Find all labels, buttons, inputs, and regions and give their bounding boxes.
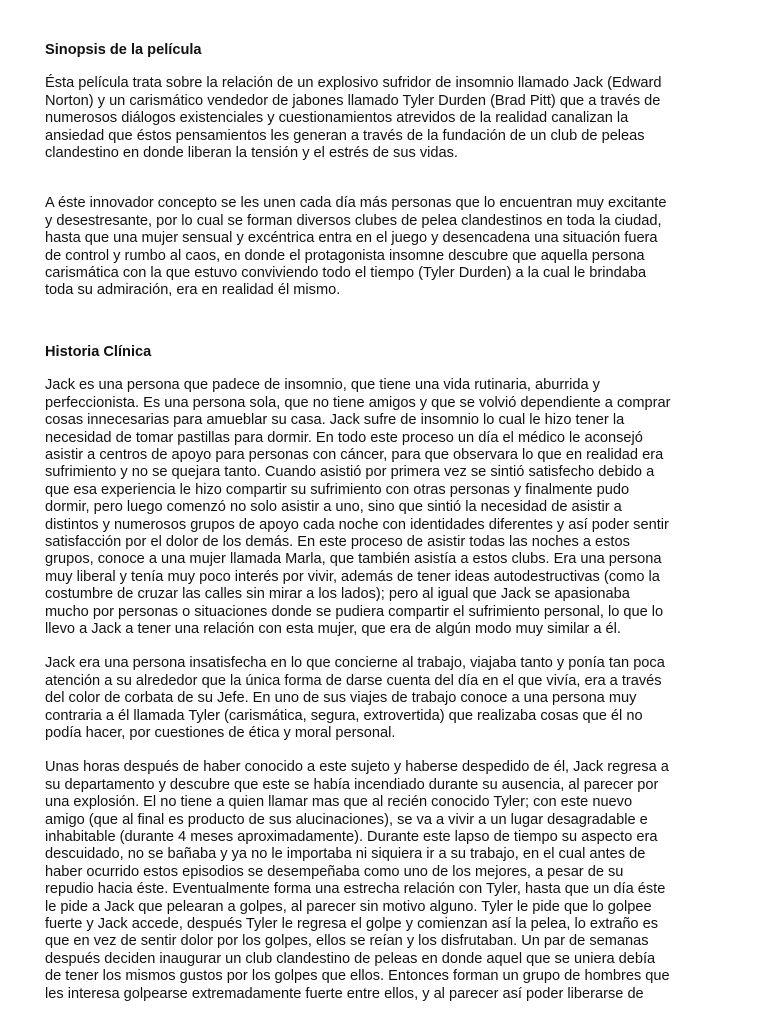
historia-paragraph-3: Unas horas después de haber conocido a este sujeto y haberse despedido de él, Jack regresa a su departamento y descubre que este se había incendiado durante su ausencia, al parecer por una explosión. El no tiene a quien llamar mas que al recién conocido Tyler; con este nuevo amigo (que al final es producto de sus alucinaciones), se va a vivir a un lugar desagradable e inhabitable (durante 4 meses aproximadamente). Durante este lapso de tiempo su aspecto era descuidado, no se bañaba y ya no le importaba ni siquiera ir a su trabajo, en el cual antes de haber ocurrido estos episodios se desempeñaba como uno de los mejores, a pesar de su repudio hacia éste. Eventualmente forma una estrecha relación con Tyler, hasta que un día éste le pide a Jack que pelearan a golpes, al parecer sin motivo alguno. Tyler le pide que lo golpee fuerte y Jack accede, después Tyler le regresa el golpe y comienzan así la pelea, lo extraño es que en vez de sentir dolor por los golpes, ellos se reían y los disfrutaban. Un par de semanas después deciden inaugurar un club clandestino de peleas en donde aquel que se uniera debía de tener los mismos gustos por los golpes que ellos. Entonces forman un grupo de hombres que les interesa golpearse extremadamente fuerte entre ellos, y al parecer así poder liberarse de: [45, 759, 670, 1002]
document-page: [45, 42, 725, 1003]
spacer: [45, 742, 725, 759]
spacer: [45, 361, 725, 377]
spacer: [45, 59, 725, 75]
spacer: [45, 162, 725, 195]
spacer: [45, 300, 725, 344]
sinopsis-paragraph-1: Ésta película trata sobre la relación de un explosivo sufridor de insomnio llamado Jack (Edward Norton) y un carismático vendedor de jabones llamado Tyler Durden (Brad Pitt) que a través de numerosos diálogos existenciales y cuestionamientos atrevidos de la realidad canalizan la ansiedad que éstos pensamientos les generan a través de la fundación de un club de peleas clandestino en donde liberan la tensión y el estrés de sus vidas.: [45, 75, 662, 162]
historia-paragraph-1: Jack es una persona que padece de insomnio, que tiene una vida rutinaria, aburrida y perfeccionista. Es una persona sola, que no tiene amigos y que se volvió dependiente a comprar cosas innecesarias para amueblar su casa. Jack sufre de insomnio lo cual le hizo tener la necesidad de tomar pastillas para dormir. En todo este proceso un día el médico le aconsejó asistir a centros de apoyo para personas con cáncer, para que observara lo que en realidad era sufrimiento y no se quejara tanto. Cuando asistió por primera vez se sintió satisfecho debido a que esa experiencia le hizo compartir su sufrimiento con otras personas y finalmente pudo dormir, pero luego comenzó no solo asistir a uno, sino que sintió la necesidad de asistir a distintos y numerosos grupos de apoyo cada noche con identidades diferentes y así poder sentir satisfacción por el dolor de los demás. En este proceso de asistir todas las noches a estos grupos, conoce a una mujer llamada Marla, que también asistía a estos clubs. Era una persona muy liberal y tenía muy poco interés por vivir, además de tener ideas autodestructivas (como la costumbre de cruzar las calles sin mirar a los lados); pero al igual que Jack se apasionaba mucho por personas o situaciones donde se pudiera compartir el sufrimiento personal, lo que lo llevo a Jack a tener una relación con esta mujer, que era de algún modo muy similar a él.: [45, 377, 671, 637]
spacer: [45, 638, 725, 655]
sinopsis-paragraph-2: A éste innovador concepto se les unen cada día más personas que lo encuentran muy excitante y desestresante, por lo cual se forman diversos clubes de pelea clandestinos en toda la ciudad, hasta que una mujer sensual y excéntrica entra en el juego y desencadena una situación fuera de control y rumbo al caos, en donde el protagonista insomne descubre que aquella persona carismática con la que estuvo conviviendo todo el tiempo (Tyler Durden) a la cual le brindaba toda su admiración, era en realidad él mismo.: [45, 195, 667, 299]
section-heading-historia-clinica: Historia Clínica: [45, 343, 152, 360]
historia-paragraph-2: Jack era una persona insatisfecha en lo que concierne al trabajo, viajaba tanto y ponía tan poca atención a su alrededor que la única forma de darse cuenta del día en el que vivía, era a través del color de corbata de su Jefe. En uno de sus viajes de trabajo conoce a una persona muy contraria a él llamada Tyler (carismática, segura, extrovertida) que realizaba cosas que él no podía hacer, por cuestiones de ética y moral personal.: [45, 655, 665, 741]
section-heading-sinopsis: Sinopsis de la película: [45, 42, 202, 58]
